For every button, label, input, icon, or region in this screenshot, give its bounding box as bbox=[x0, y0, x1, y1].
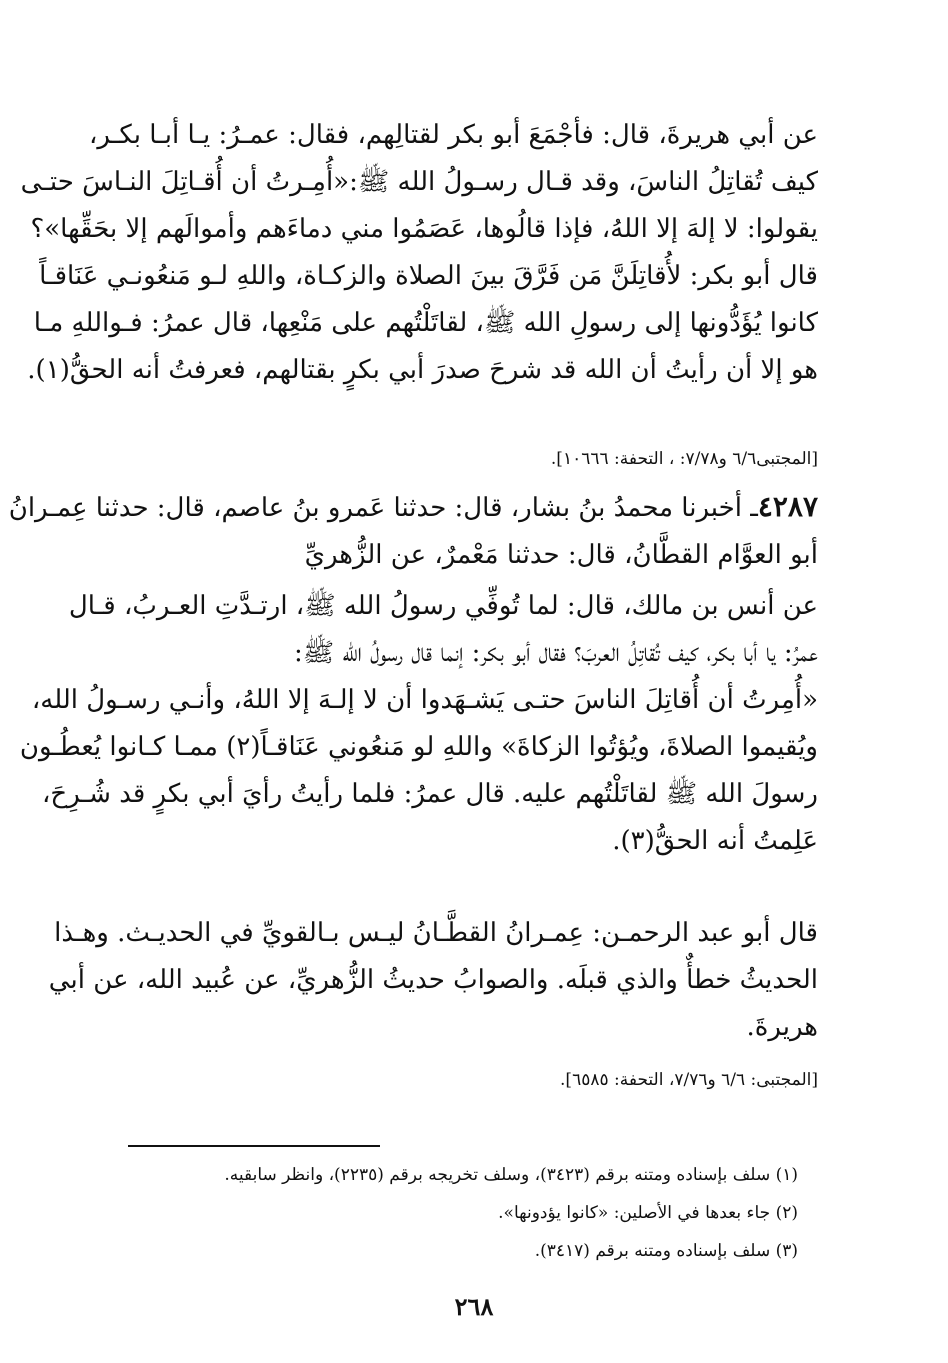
text-line: عمرُ: يا أبا بكر، كيف تُقاتِلُ العربَ؟ فقال أبو بكر: إنما قال رسولُ الله ﷺ: bbox=[294, 638, 818, 668]
footnote-divider bbox=[128, 1145, 380, 1147]
text-line: عن أنس بن مالك، قال: لما تُوفِّي رسولُ الله ﷺ، ارتـدَّتِ العـربُ، قـال bbox=[68, 591, 818, 621]
footnote: (١) سلف بإسناده ومتنه برقم (٣٤٢٣)، وسلف تخريجه برقم (٢٢٣٥)، وانظر سابقيه. bbox=[224, 1165, 798, 1185]
paragraph-2 bbox=[19, 583, 818, 865]
text-line: قال أبو بكر: لأُقاتِلَنَّ مَن فَرَّقَ بينَ الصلاة والزكـاة، واللهِ لـو مَنعُونـي عَنَاقـاً bbox=[39, 261, 818, 291]
paragraph-3 bbox=[48, 910, 818, 1051]
text-line: رسولَ الله ﷺ لقاتَلْتُهم عليه. قال عمرُ: فلما رأيتُ رأيَ أبي بكرٍ قد شُـرِحَ، bbox=[42, 779, 818, 809]
footnote: (٢) جاء بعدها في الأصلين: «كانوا يؤدونها». bbox=[498, 1203, 798, 1223]
text-line: كيف تُقاتِلُ الناسَ، وقد قـال رسـولُ الله ﷺ:«أُمِـرتُ أن أُقـاتِلَ النـاسَ حتـى bbox=[20, 167, 818, 197]
text-line: هو إلا أن رأيتُ أن الله قد شرحَ صدرَ أبي بكرٍ بقتالهم، فعرفتُ أنه الحقُّ(١). bbox=[27, 355, 818, 385]
isnad-text: ـ أخبرنا محمدُ بنُ بشار، قال: حدثنا عَمرو بنُ عاصم، قال: حدثنا عِمـرانُ bbox=[8, 493, 758, 523]
footnote: (٣) سلف بإسناده ومتنه برقم (٣٤١٧). bbox=[534, 1241, 798, 1261]
text-line: عن أبي هريرةَ، قال: فأجْمَعَ أبو بكر لقتالِهم، فقال: عمـرُ: يـا أبـا بكـر، bbox=[89, 120, 818, 150]
text-line: هريرةَ. bbox=[746, 1012, 818, 1042]
paragraph-1 bbox=[20, 112, 818, 394]
text-line: عَلِمتُ أنه الحقُّ(٣). bbox=[612, 826, 818, 856]
text-line: يقولوا: لا إلهَ إلا اللهُ، فإذا قالُوها، عَصَمُوا مني دماءَهم وأموالَهم إلا بحَقِّها»؟ bbox=[30, 214, 818, 244]
text-line: قال أبو عبد الرحمـن: عِمـرانُ القطَّـانُ ليـس بـالقويِّ في الحديـث. وهـذا bbox=[54, 918, 818, 948]
reference-1: [المجتبى٦/٦ و٧/٧٨: ، التحفة: ١٠٦٦٦]. bbox=[550, 449, 818, 469]
text-line: «أُمِرتُ أن أُقاتِلَ الناسَ حتـى يَشـهَدوا أن لا إلـهَ إلا اللهُ، وأنـي رسـولُ الله، bbox=[31, 685, 818, 715]
page-number: ٢٦٨ bbox=[454, 1292, 494, 1321]
hadith-isnad bbox=[8, 483, 818, 579]
text-line: الحديثُ خطأٌ والذي قبلَه. والصوابُ حديثُ الزُّهريِّ، عن عُبيد الله، عن أبي bbox=[48, 965, 818, 995]
reference-2: [المجتبى: ٦/٦ و٧/٧٦، التحفة: ٦٥٨٥]. bbox=[560, 1070, 818, 1090]
text-line bbox=[8, 483, 818, 532]
text-line: كانوا يُؤَدُّونها إلى رسولِ الله ﷺ، لقاتَلْتُهم على مَنْعِها، قال عمرُ: فـواللهِ مـا bbox=[33, 308, 818, 338]
text-line: ويُقيموا الصلاةَ، ويُؤتُوا الزكاةَ» واللهِ لو مَنعُوني عَنَاقـاً(٢) ممـا كـانوا يُعطُـون bbox=[19, 732, 818, 762]
footnotes bbox=[128, 1156, 798, 1270]
hadith-number: ٤٢٨٧ bbox=[757, 490, 818, 523]
text-line: أبو العوَّام القطَّانُ، قال: حدثنا مَعْمرٌ، عن الزُّهريِّ bbox=[304, 540, 818, 570]
